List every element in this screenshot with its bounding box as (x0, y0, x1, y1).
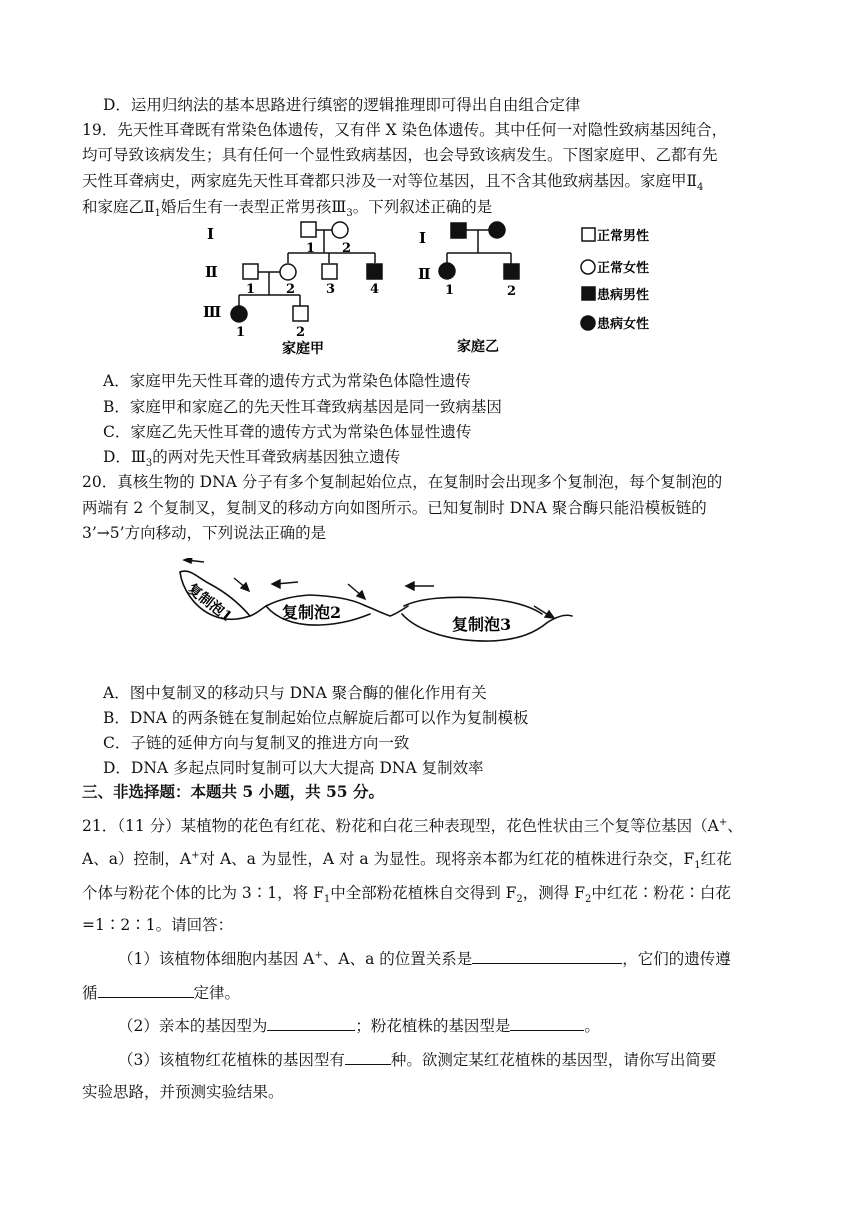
bubble-3-label: 复制泡3 (452, 615, 512, 634)
legend-affected-female-symbol (581, 316, 595, 330)
fam-b-I1-affected-male (451, 223, 466, 238)
fam-b-gen-label-2: Ⅱ (418, 265, 431, 283)
gen-label-2: Ⅱ (205, 263, 218, 281)
bubble-1-label: 复制泡1 (184, 580, 235, 626)
q20-stem-line2: 两端有 2 个复制叉，复制叉的移动方向如图所示。已知复制时 DNA 聚合酶只能沿模板链的 (82, 499, 707, 517)
answer-blank-pink-genotype[interactable] (510, 1014, 584, 1031)
q19-stem-line2: 均可导致该病发生；具有任何一个显性致病基因，也会导致该病发生。下图家庭甲、乙都有先 (82, 146, 718, 164)
section-3-heading: 三、非选择题：本题共 5 小题，共 55 分。 (82, 782, 384, 801)
legend-normal-female-symbol (581, 260, 595, 274)
q20-stem-line3: 3’→5’方向移动，下列说法正确的是 (82, 524, 327, 542)
q21-stem-line4: =1∶2∶1。请回答： (82, 916, 234, 934)
fam-a-III2-normal-male (293, 306, 308, 321)
fam-a-III1-num: 1 (236, 325, 246, 340)
fam-a-II3-num: 3 (326, 282, 336, 297)
q19-stem-line3: 天性耳聋病史，两家庭先天性耳聋都只涉及一对等位基因，且不含其他致病基因。家庭甲$Ⅱ_4$ (82, 172, 704, 194)
q20-option-c: C．子链的延伸方向与复制叉的推进方向一致 (103, 734, 410, 752)
legend-affected-female-label: 患病女性 (597, 317, 650, 332)
fam-a-II3-normal-male (322, 264, 337, 279)
fam-a-III1-affected-female (231, 306, 247, 322)
q20-option-b: B．DNA 的两条链在复制起始位点解旋后都可以作为复制模板 (103, 709, 529, 727)
fam-b-I2-affected-female (489, 222, 505, 238)
q19-stem-line1: 19．先天性耳聋既有常染色体遗传，又有伴 X 染色体遗传。其中任何一对隐性致病基因纯合， (82, 121, 728, 139)
gen-label-3: Ⅲ (203, 303, 222, 321)
q19-stem-line4: 和家庭乙$Ⅱ_1$婚后生有一表型正常男孩$Ⅲ_3$。下列叙述正确的是 (82, 198, 493, 220)
legend-affected-male-symbol (582, 287, 595, 300)
q19-option-a: A．家庭甲先天性耳聋的遗传方式为常染色体隐性遗传 (103, 372, 471, 390)
family-a-label: 家庭甲 (282, 341, 324, 357)
legend-normal-female-label: 正常女性 (597, 261, 650, 276)
q21-stem-line1: 21．（11 分）某植物的花色有红花、粉花和白花三种表现型，花色性状由三个复等位基因（A+、 (82, 816, 743, 835)
q21-part1-line1: （1）该植物体细胞内基因 A+、A、a 的位置关系是 ，它们的遗传遵 (118, 947, 731, 970)
q19-option-d: D．$Ⅲ_3$的两对先天性耳聋致病基因独立遗传 (103, 448, 401, 470)
fam-b-II1-num: 1 (445, 283, 455, 298)
fam-a-II2-num: 2 (286, 282, 296, 297)
q20-stem-line1: 20．真核生物的 DNA 分子有多个复制起始位点，在复制时会出现多个复制泡，每个复制泡的 (82, 473, 723, 491)
q19-option-c: C．家庭乙先天性耳聋的遗传方式为常染色体显性遗传 (103, 423, 472, 441)
fam-a-I1-normal-male (301, 222, 316, 237)
q19-option-b: B．家庭甲和家庭乙的先天性耳聋致病基因是同一致病基因 (103, 398, 502, 416)
fam-b-II2-affected-male (504, 264, 519, 279)
fam-a-II2-normal-female (280, 264, 296, 280)
q21-part2: （2）亲本的基因型为 ；粉花植株的基因型是 。 (118, 1014, 600, 1037)
fam-b-gen-label-1: Ⅰ (419, 229, 427, 247)
fam-a-II1-normal-male (243, 264, 258, 279)
q21-part3-line2: 实验思路，并预测实验结果。 (82, 1083, 284, 1101)
q21-stem-line2: A、a）控制，A+对 A、a 为显性，A 对 a 为显性。现将亲本都为红花的植株进行杂交，$F_1$红花 (82, 849, 732, 872)
bubble-2-label: 复制泡2 (282, 603, 342, 622)
q18-option-d: D．运用归纳法的基本思路进行缜密的逻辑推理即可得出自由组合定律 (103, 96, 581, 114)
answer-blank-red-count[interactable] (345, 1048, 391, 1065)
q21-part3-line1: （3）该植物红花植株的基因型有 种。欲测定某红花植株的基因型，请你写出简要 (118, 1048, 716, 1071)
fam-a-I2-normal-female (332, 222, 348, 238)
fam-a-I1-num: 1 (306, 241, 316, 256)
pedigree-figure (195, 215, 675, 365)
answer-blank-law[interactable] (98, 981, 194, 998)
legend-affected-male-label: 患病男性 (597, 288, 650, 303)
fam-a-I2-num: 2 (342, 241, 352, 256)
legend-normal-male-label: 正常男性 (597, 229, 650, 244)
q21-part1-line2: 循 定律。 (82, 981, 240, 1004)
family-b-label: 家庭乙 (457, 339, 499, 355)
fam-a-III2-num: 2 (296, 325, 306, 340)
gen-label-1: Ⅰ (207, 225, 215, 243)
legend-normal-male-symbol (582, 228, 595, 241)
q21-stem-line3: 个体与粉花个体的比为 3∶1，将 $F_1$中全部粉花植株自交得到 $F_2$，测得 $F_2$中红花∶粉花∶白花 (82, 884, 731, 906)
q20-option-d: D．DNA 多起点同时复制可以大大提高 DNA 复制效率 (103, 759, 484, 777)
replication-bubble-figure (170, 558, 580, 658)
fam-a-II4-num: 4 (370, 282, 380, 297)
answer-blank-parent-genotype[interactable] (267, 1014, 355, 1031)
fam-b-II2-num: 2 (507, 284, 517, 299)
answer-blank-position[interactable] (472, 947, 622, 964)
fam-b-II1-affected-female (439, 263, 455, 279)
fam-a-II1-num: 1 (246, 282, 256, 297)
q20-option-a: A．图中复制叉的移动只与 DNA 聚合酶的催化作用有关 (103, 684, 487, 702)
fam-a-II4-affected-male (367, 264, 382, 279)
